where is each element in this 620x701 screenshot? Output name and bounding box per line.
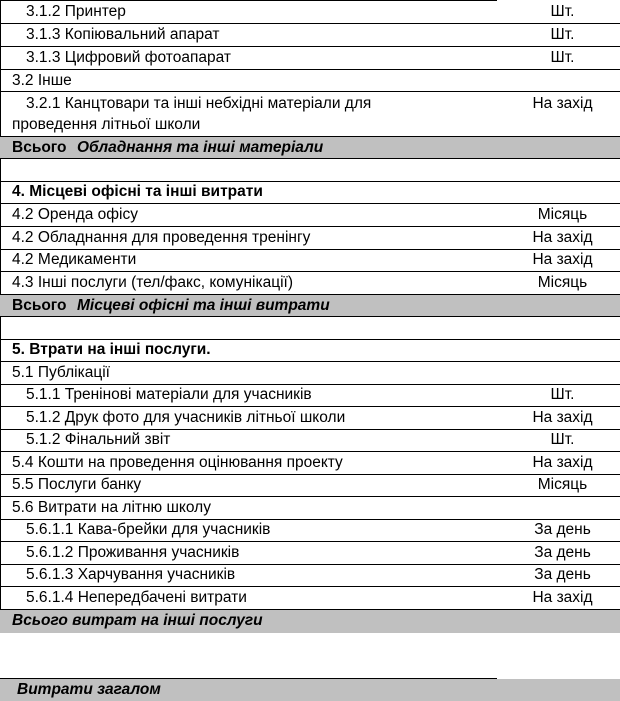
total-row-office bbox=[0, 295, 620, 316]
total-row-services bbox=[0, 610, 620, 633]
table-border bbox=[0, 451, 620, 452]
row-label: 5.5 Послуги банку bbox=[12, 476, 142, 493]
table-row bbox=[0, 229, 620, 247]
row-unit: За день bbox=[534, 544, 591, 561]
section-header bbox=[0, 183, 620, 201]
table-border bbox=[0, 406, 620, 407]
row-label: 5.1 Публікації bbox=[12, 364, 110, 381]
table-border bbox=[0, 339, 620, 340]
table-border bbox=[0, 429, 620, 430]
row-unit: На захід bbox=[532, 454, 593, 471]
table-row bbox=[0, 499, 620, 517]
section-header bbox=[0, 341, 620, 359]
row-label: 3.1.3 Цифровий фотоапарат bbox=[26, 49, 231, 66]
table-border bbox=[0, 91, 620, 92]
row-unit: На захід bbox=[532, 251, 593, 268]
table-row bbox=[0, 26, 620, 44]
table-border bbox=[0, 474, 620, 475]
table-border bbox=[0, 181, 620, 182]
table-row bbox=[0, 386, 620, 404]
table-row bbox=[0, 476, 620, 494]
row-unit: Місяць bbox=[537, 206, 588, 223]
table-row bbox=[0, 49, 620, 67]
table-row bbox=[0, 566, 620, 584]
row-label-continued: проведення літньої школи bbox=[12, 116, 201, 133]
table-border bbox=[0, 361, 620, 362]
table-border bbox=[0, 69, 620, 70]
table-border bbox=[0, 226, 620, 227]
row-unit: На захід bbox=[532, 95, 593, 112]
table-border bbox=[0, 271, 620, 272]
row-unit: Місяць bbox=[537, 274, 588, 291]
table-row bbox=[0, 409, 620, 427]
row-label: 4.2 Обладнання для проведення тренінгу bbox=[12, 229, 311, 246]
total-row-equipment bbox=[0, 137, 620, 158]
table-border bbox=[0, 541, 620, 542]
row-label: 3.2 Інше bbox=[12, 72, 72, 89]
total-prefix: Всього bbox=[12, 297, 67, 314]
row-label: 5.6.1.4 Непередбачені витрати bbox=[26, 589, 247, 606]
row-label: 4.2 Оренда офісу bbox=[12, 206, 138, 223]
row-unit: Шт. bbox=[550, 49, 575, 66]
table-border bbox=[0, 249, 620, 250]
row-unit: На захід bbox=[532, 589, 593, 606]
row-unit: Шт. bbox=[550, 386, 575, 403]
row-label: 5.1.2 Друк фото для учасників літньої школи bbox=[26, 409, 346, 426]
table-border bbox=[0, 158, 620, 159]
table-row bbox=[0, 454, 620, 472]
section-title: 5. Втрати на інші послуги. bbox=[12, 341, 211, 358]
row-unit: Шт. bbox=[550, 431, 575, 448]
row-label: 5.1.1 Тренінові матеріали для учасників bbox=[26, 386, 312, 403]
grand-total-label: Витрати загалом bbox=[17, 681, 161, 698]
table-row bbox=[0, 521, 620, 539]
row-unit: На захід bbox=[532, 229, 593, 246]
row-label: 3.1.2 Принтер bbox=[26, 3, 126, 20]
table-row bbox=[0, 589, 620, 607]
table-border bbox=[0, 0, 497, 1]
row-label: 5.1.2 Фінальний звіт bbox=[26, 431, 171, 448]
row-label: 3.1.3 Копіювальний апарат bbox=[26, 26, 220, 43]
table-border bbox=[0, 586, 620, 587]
total-prefix: Всього bbox=[12, 139, 67, 156]
row-unit: За день bbox=[534, 566, 591, 583]
section-title: 4. Місцеві офісні та інші витрати bbox=[12, 183, 263, 200]
row-label: 5.4 Кошти на проведення оцінювання проекту bbox=[12, 454, 343, 471]
row-label: 5.6.1.3 Харчування учасників bbox=[26, 566, 236, 583]
table-row bbox=[0, 364, 620, 382]
table-border bbox=[0, 496, 620, 497]
table-border bbox=[0, 519, 620, 520]
table-row bbox=[0, 206, 620, 224]
total-label: Всього витрат на інші послуги bbox=[12, 612, 263, 629]
row-label: 4.3 Інші послуги (тел/факс, комунікації) bbox=[12, 274, 294, 291]
row-unit: Шт. bbox=[550, 26, 575, 43]
row-unit: За день bbox=[534, 521, 591, 538]
row-label: 5.6.1.2 Проживання учасників bbox=[26, 544, 240, 561]
total-label: Місцеві офісні та інші витрати bbox=[77, 297, 330, 314]
table-row bbox=[0, 251, 620, 269]
table-row bbox=[0, 3, 620, 21]
table-border bbox=[0, 23, 620, 24]
table-border bbox=[0, 203, 620, 204]
row-unit: Місяць bbox=[537, 476, 588, 493]
table-row bbox=[0, 95, 620, 135]
row-label: 5.6 Витрати на літню школу bbox=[12, 499, 211, 516]
row-label: 4.2 Медикаменти bbox=[12, 251, 137, 268]
row-unit: На захід bbox=[532, 409, 593, 426]
table-border bbox=[0, 384, 620, 385]
total-label: Обладнання та інші матеріали bbox=[77, 139, 324, 156]
table-border bbox=[0, 46, 620, 47]
table-border bbox=[0, 564, 620, 565]
table-row bbox=[0, 72, 620, 90]
table-row bbox=[0, 431, 620, 449]
row-unit: Шт. bbox=[550, 3, 575, 20]
table-row bbox=[0, 544, 620, 562]
row-label: 3.2.1 Канцтовари та інші небхідні матеріали для bbox=[26, 95, 372, 112]
table-border bbox=[0, 316, 620, 317]
grand-total-row bbox=[0, 679, 620, 701]
table-row bbox=[0, 274, 620, 292]
row-label: 5.6.1.1 Кава-брейки для учасників bbox=[26, 521, 271, 538]
